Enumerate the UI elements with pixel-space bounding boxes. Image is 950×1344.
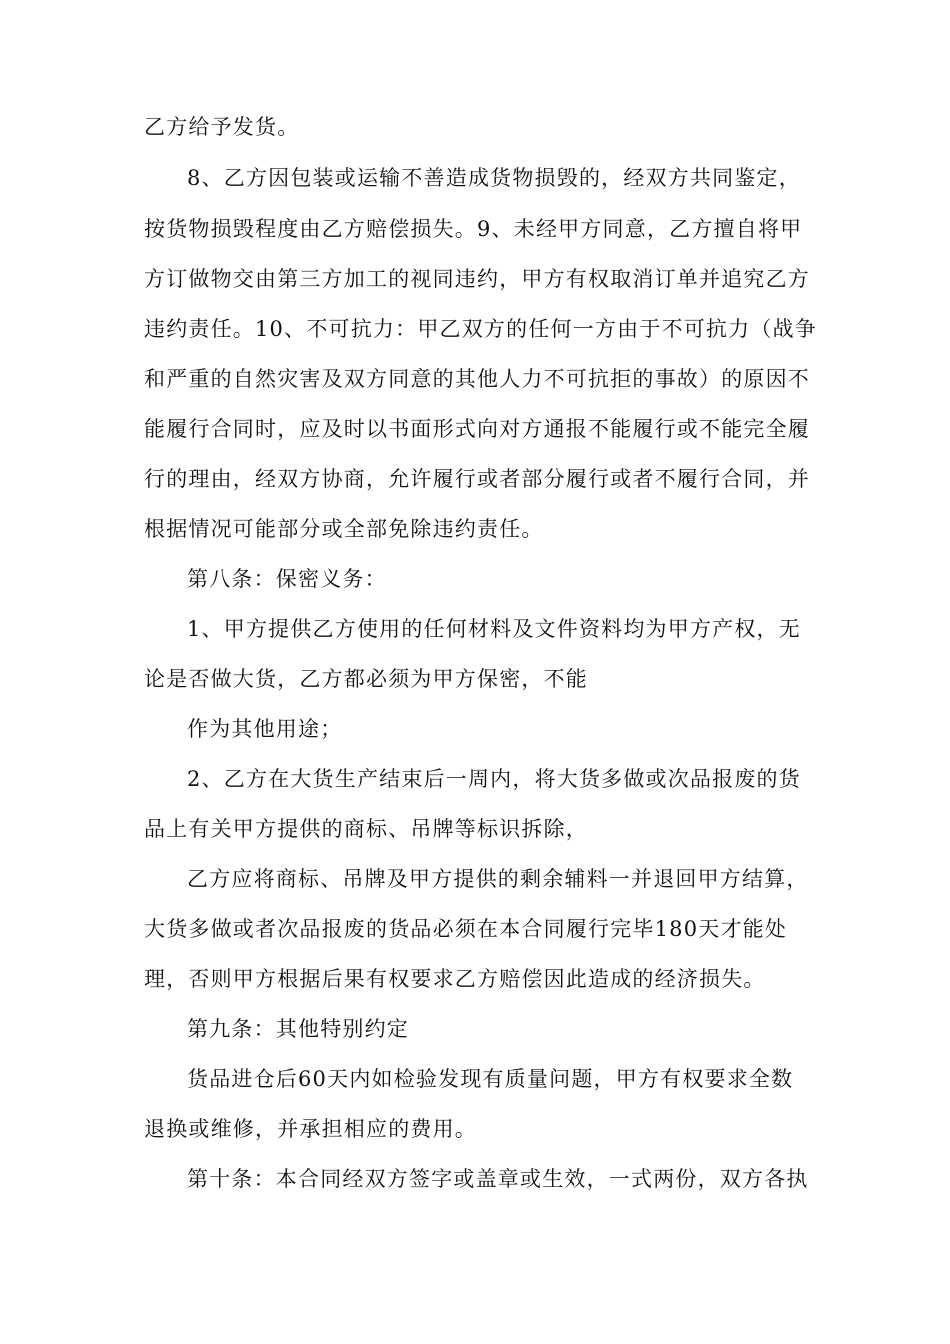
text-line: 行的理由，经双方协商，允许履行或者部分履行或者不履行合同，并 (144, 467, 810, 491)
text-line: 方订做物交由第三方加工的视同违约，甲方有权取消订单并追究乙方 (144, 267, 810, 291)
text-line: 大货多做或者次品报废的货品必须在本合同履行完毕180天才能处 (144, 917, 788, 941)
text-line: 能履行合同时，应及时以书面形式向对方通报不能履行或不能完全履 (144, 417, 810, 441)
text-line: 2、乙方在大货生产结束后一周内，将大货多做或次品报废的货 (187, 767, 801, 791)
text-line: 品上有关甲方提供的商标、吊牌等标识拆除， (144, 817, 588, 841)
text-line: 作为其他用途； (187, 717, 343, 741)
text-line: 退换或维修，并承担相应的费用。 (144, 1117, 477, 1141)
text-line: 货品进仓后60天内如检验发现有质量问题，甲方有权要求全数 (187, 1067, 794, 1091)
text-line: 乙方给予发货。 (144, 115, 300, 139)
section-heading: 第八条：保密义务： (187, 567, 387, 591)
text-line: 1、甲方提供乙方使用的任何材料及文件资料均为甲方产权，无 (187, 617, 801, 641)
text-line: 违约责任。10、不可抗力：甲乙双方的任何一方由于不可抗力（战争 (144, 317, 817, 341)
text-line: 根据情况可能部分或全部免除违约责任。 (144, 517, 544, 541)
text-line: 乙方应将商标、吊牌及甲方提供的剩余辅料一并退回甲方结算， (187, 867, 809, 891)
section-heading: 第九条：其他特别约定 (187, 1017, 409, 1041)
text-line: 按货物损毁程度由乙方赔偿损失。9、未经甲方同意，乙方擅自将甲 (144, 217, 803, 241)
text-line: 和严重的自然灾害及双方同意的其他人力不可抗拒的事故）的原因不 (144, 367, 810, 391)
text-line: 论是否做大货，乙方都必须为甲方保密，不能 (144, 667, 588, 691)
section-heading: 第十条：本合同经双方签字或盖章或生效，一式两份，双方各执 (187, 1167, 809, 1191)
text-line: 理，否则甲方根据后果有权要求乙方赔偿因此造成的经济损失。 (144, 967, 766, 991)
text-line: 8、乙方因包装或运输不善造成货物损毁的，经双方共同鉴定， (187, 166, 801, 190)
